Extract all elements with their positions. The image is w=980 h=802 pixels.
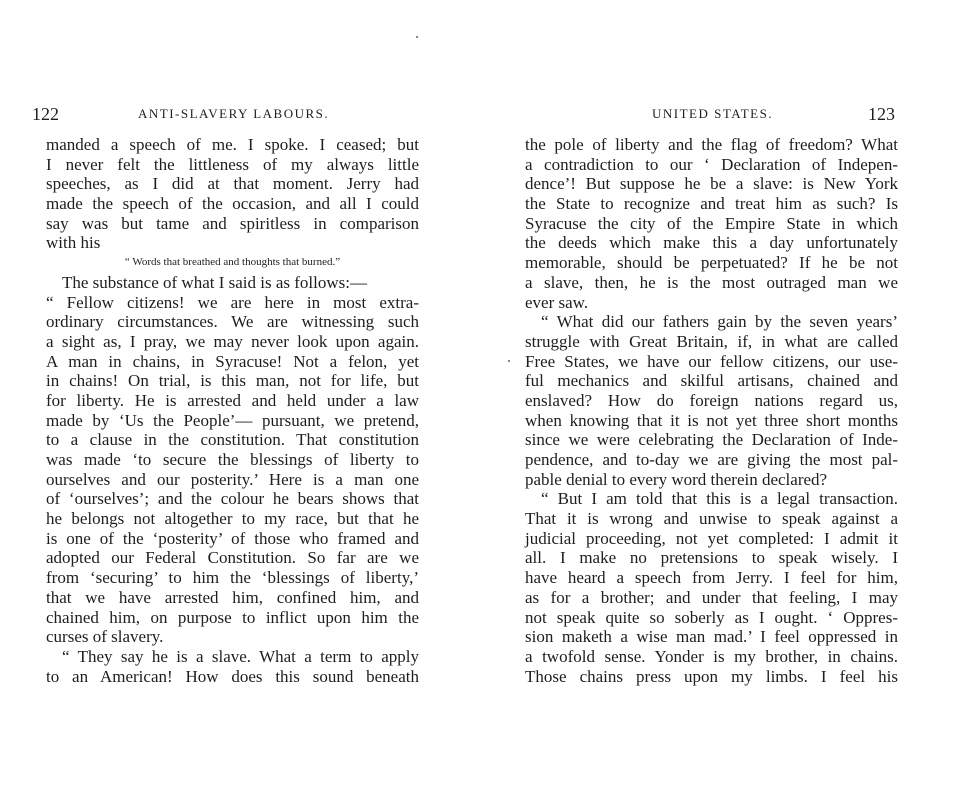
text-line: sion maketh a wise man mad.’ I feel oppressed in <box>525 627 898 647</box>
text-line: ourselves and our posterity.’ Here is a man one <box>46 469 419 489</box>
running-head: UNITED STATES. <box>652 106 774 121</box>
text-line: “ But I am told that this is a legal transaction. <box>541 489 898 509</box>
text-line: struggle with Great Britain, if, in what are called <box>525 331 898 351</box>
speck <box>416 36 418 38</box>
text-line: “ Fellow citizens! we are here in most extra- <box>46 292 419 312</box>
text-line: That it is wrong and unwise to speak against a <box>525 509 898 529</box>
text-line: ordinary circumstances. We are witnessing such <box>46 312 419 332</box>
text-line: since we were celebrating the Declaration of Inde- <box>525 430 898 450</box>
text-line: manded a speech of me. I spoke. I ceased; but <box>46 135 419 154</box>
text-line: judicial proceeding, not yet completed: I admit it <box>525 528 898 548</box>
text-line: a slave, then, he is the most outraged man we <box>525 272 898 292</box>
text-line: The substance of what I said is as follows:— <box>62 272 367 292</box>
text-line: have heard a speech from Jerry. I feel for him, <box>525 568 898 588</box>
right-page <box>490 0 980 802</box>
text-line: Syracuse the city of the Empire State in which <box>525 213 898 233</box>
body-text <box>525 135 898 686</box>
text-line: pable denial to every word therein declared? <box>525 469 828 489</box>
text-line: made by ‘Us the People’— pursuant, we pretend, <box>46 410 419 430</box>
text-line: “ What did our fathers gain by the seven years’ <box>541 312 898 332</box>
text-line: with his <box>46 233 101 253</box>
text-line: when knowing that it is not yet three short months <box>525 410 898 430</box>
text-line: to a clause in the constitution. That constitution <box>46 430 419 450</box>
body-text <box>46 135 419 686</box>
text-line: adopted our Federal Constitution. So far are we <box>46 548 419 568</box>
text-line: the deeds which make this a day unfortunately <box>525 233 898 253</box>
text-line: as for a brother; and under that feeling, I may <box>525 587 898 607</box>
text-line: made the speech of the occasion, and all I could <box>46 194 419 214</box>
text-line: in chains! On trial, is this man, not for life, but <box>46 371 419 391</box>
text-line: ful mechanics and skilful artisans, chained and <box>525 371 898 391</box>
text-line: ever saw. <box>525 292 589 312</box>
text-line: dence’! But suppose he be a slave: is New York <box>525 174 898 194</box>
text-line: a twofold sense. Yonder is my brother, in chains. <box>525 646 898 666</box>
text-line: the State to recognize and treat him as such? Is <box>525 194 898 214</box>
text-line: to an American! How does this sound beneath <box>46 666 419 686</box>
text-line: pendence, and to-day we are giving the most pal- <box>525 450 898 469</box>
text-line: from ‘securing’ to him the ‘blessings of liberty,’ <box>46 568 419 588</box>
text-line: that we have arrested him, confined him, and <box>46 587 419 607</box>
text-line: of ‘ourselves’; and the colour he bears shows that <box>46 489 419 509</box>
page-number: 122 <box>32 104 59 124</box>
text-line: speeches, as I did at that moment. Jerry had <box>46 174 419 194</box>
speck <box>508 360 510 362</box>
text-line: a contradiction to our ‘ Declaration of Indepen- <box>525 154 898 174</box>
text-line: chained him, on purpose to inflict upon him the <box>46 607 419 627</box>
text-line: say was but tame and spiritless in comparison <box>46 213 419 233</box>
running-head: ANTI-SLAVERY LABOURS. <box>138 106 330 121</box>
text-line: memorable, should be perpetuated? If he be not <box>525 253 898 273</box>
text-line: curses of slavery. <box>46 627 164 647</box>
text-line: the pole of liberty and the flag of freedom? What <box>525 135 898 154</box>
text-line: enslaved? How do foreign nations regard us, <box>525 390 898 410</box>
text-line: all. I make no pretensions to speak wisely. I <box>525 548 898 568</box>
text-line: “ Words that breathed and thoughts that burned.” <box>124 256 341 269</box>
text-line: is one of the ‘posterity’ of those who framed and <box>46 528 419 548</box>
text-line: Those chains press upon my limbs. I feel his <box>525 666 898 686</box>
text-line: for liberty. He is arrested and held under a law <box>46 390 419 410</box>
text-line: a sight as, I pray, we may never look upon again. <box>46 331 419 351</box>
text-line: Free States, we have our fellow citizens, our use- <box>525 351 898 371</box>
page-number: 123 <box>868 104 895 124</box>
text-line: I never felt the littleness of my always little <box>46 154 419 174</box>
text-line: not speak quite so soberly as I ought. ‘ Oppres- <box>525 607 898 627</box>
text-line: “ They say he is a slave. What a term to apply <box>62 646 419 666</box>
text-line: he belongs not altogether to my race, but that he <box>46 509 419 529</box>
text-line: was made ‘to secure the blessings of liberty to <box>46 450 419 469</box>
text-line: A man in chains, in Syracuse! Not a felon, yet <box>46 351 419 371</box>
